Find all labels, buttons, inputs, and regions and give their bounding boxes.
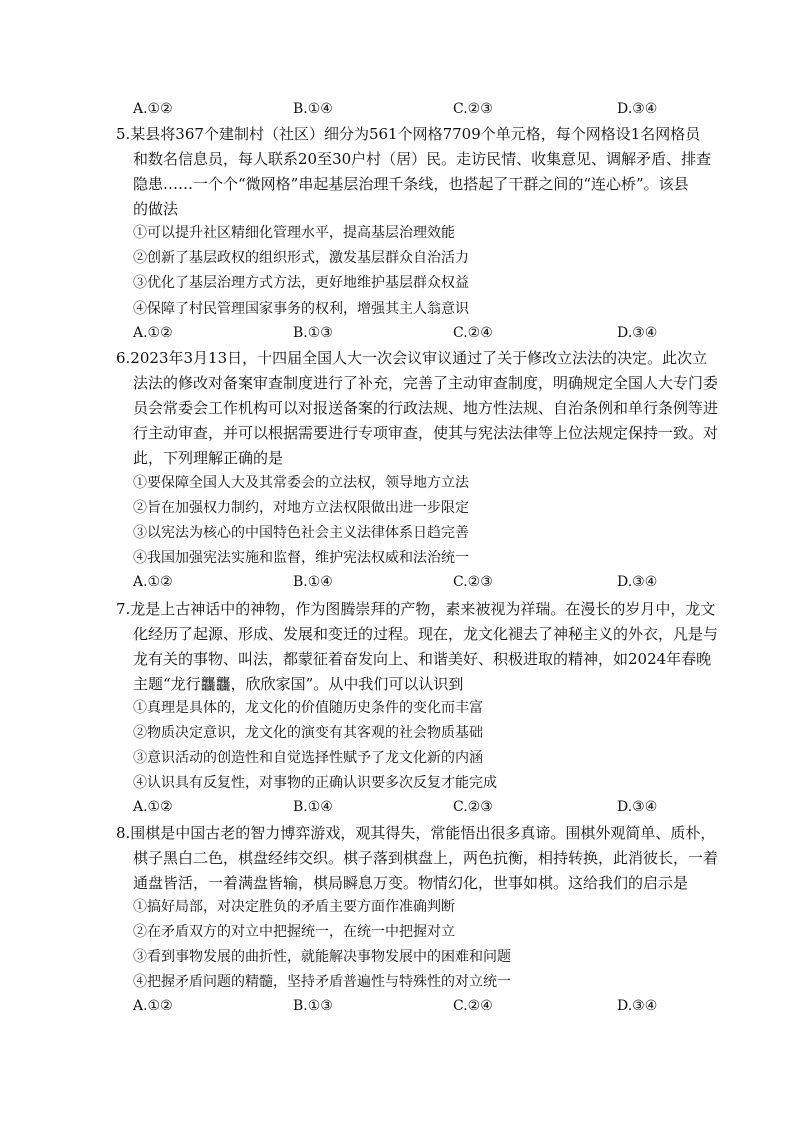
q8-option-c[interactable]: C.②④ bbox=[453, 998, 493, 1014]
q6-stem-line: 员会常委会工作机构可以对报送备案的行政法规、地方性法规、自治条例和单行条例等进 bbox=[133, 399, 719, 417]
q4-option-b[interactable]: B.①④ bbox=[293, 101, 333, 117]
q6-stem-line: 此，下列理解正确的是 bbox=[133, 449, 284, 467]
q7-options bbox=[0, 799, 794, 821]
q8-statement-3: ③看到事物发展的曲折性，就能解决事物发展中的困难和问题 bbox=[133, 949, 511, 965]
q6-options bbox=[0, 574, 794, 596]
q7-statement-1: ①真理是具体的，龙文化的价值随历史条件的变化而丰富 bbox=[133, 700, 483, 716]
q4-options bbox=[0, 101, 794, 123]
q5-statement-4: ④保障了村民管理国家事务的权利，增强其主人翁意识 bbox=[133, 301, 469, 317]
q6-statement-2: ②旨在加强权力制约，对地方立法权限做出进一步限定 bbox=[133, 500, 469, 516]
q8-statement-2: ②在矛盾双方的对立中把握统一，在统一中把握对立 bbox=[133, 924, 455, 940]
q5-option-a[interactable]: A.①② bbox=[133, 325, 173, 341]
q6-option-b[interactable]: B.①④ bbox=[293, 574, 333, 590]
q8-options bbox=[0, 998, 794, 1020]
q6-statement-4: ④我国加强宪法实施和监督，维护宪法权威和法治统一 bbox=[133, 550, 469, 566]
q7-stem bbox=[116, 597, 719, 697]
q8-stem bbox=[116, 821, 719, 896]
q5-statement-1: ①可以提升社区精细化管理水平，提高基层治理效能 bbox=[133, 225, 455, 241]
q7-statement-3: ③意识活动的创造性和自觉选择性赋予了龙文化新的内涵 bbox=[133, 750, 483, 766]
q7-stem-line: 化经历了起源、形成、发展和变迁的过程。现在，龙文化褪去了神秘主义的外衣，凡是与 bbox=[133, 625, 719, 643]
q8-stem-line: 通盘皆活，一着满盘皆输，棋局瞬息万变。物情幻化，世事如棋。这给我们的启示是 bbox=[133, 874, 689, 892]
q6-stem bbox=[116, 346, 719, 471]
q7-statement-2: ②物质决定意识，龙文化的演变有其客观的社会物质基础 bbox=[133, 725, 483, 741]
q5-stem-line: 5.某县将367个建制村（社区）细分为561个网格7709个单元格，每个网格设1名网格员 bbox=[116, 125, 701, 143]
q5-stem-line: 隐患……一个个“微网格”串起基层治理千条线，也搭起了干群之间的“连心桥”。该县 bbox=[133, 175, 689, 193]
q5-option-c[interactable]: C.②④ bbox=[453, 325, 493, 341]
q6-statement-3: ③以宪法为核心的中国特色社会主义法律体系日趋完善 bbox=[133, 525, 469, 541]
q4-option-d[interactable]: D.③④ bbox=[617, 101, 658, 117]
q7-statement-4: ④认识具有反复性，对事物的正确认识要多次反复才能完成 bbox=[133, 775, 497, 791]
q7-stem-line: 龙有关的事物、叫法，都蒙征着奋发向上、和谐美好、积极进取的精神，如2024年春晚 bbox=[133, 650, 712, 668]
q5-stem-line: 的做法 bbox=[133, 200, 179, 218]
q8-statement-4: ④把握矛盾问题的精髓，坚持矛盾普遍性与特殊性的对立统一 bbox=[133, 974, 511, 990]
q4-option-a[interactable]: A.①② bbox=[133, 101, 173, 117]
q8-stem-line: 8.围棋是中国古老的智力博弈游戏，观其得失，常能悟出很多真谛。围棋外观简单、质朴， bbox=[116, 824, 716, 842]
q8-stem-line: 棋子黑白二色，棋盘经纬交织。棋子落到棋盘上，两色抗衡，相持转换，此消彼长，一着 bbox=[133, 849, 719, 867]
q6-option-d[interactable]: D.③④ bbox=[617, 574, 658, 590]
q5-statement-2: ②创新了基层政权的组织形式，激发基层群众自治活力 bbox=[133, 250, 469, 266]
q5-stem-line: 和数名信息员，每人联系20至30户村（居）民。走访民情、收集意见、调解矛盾、排查 bbox=[133, 150, 712, 168]
q5-options bbox=[0, 325, 794, 347]
q7-stem-line: 主题“龙行龘龘，欣欣家国”。从中我们可以认识到 bbox=[133, 675, 464, 693]
q7-stem-line: 7.龙是上古神话中的神物，作为图腾崇拜的产物，素来被视为祥瑞。在漫长的岁月中，龙文 bbox=[116, 600, 716, 618]
q7-option-d[interactable]: D.③④ bbox=[617, 799, 658, 815]
q5-option-b[interactable]: B.①③ bbox=[293, 325, 333, 341]
q7-option-a[interactable]: A.①② bbox=[133, 799, 173, 815]
q8-option-a[interactable]: A.①② bbox=[133, 998, 173, 1014]
q8-option-b[interactable]: B.①③ bbox=[293, 998, 333, 1014]
q7-option-b[interactable]: B.①④ bbox=[293, 799, 333, 815]
q5-stem bbox=[116, 122, 712, 222]
q6-option-c[interactable]: C.②③ bbox=[453, 574, 493, 590]
q8-option-d[interactable]: D.③④ bbox=[617, 998, 658, 1014]
q6-stem-line: 法法的修改对备案审查制度进行了补充，完善了主动审查制度，明确规定全国人大专门委 bbox=[133, 374, 719, 392]
q5-statement-3: ③优化了基层治理方式方法，更好地维护基层群众权益 bbox=[133, 275, 469, 291]
q7-option-c[interactable]: C.②③ bbox=[453, 799, 493, 815]
q6-option-a[interactable]: A.①② bbox=[133, 574, 173, 590]
q6-stem-line: 6.2023年3月13日，十四届全国人大一次会议审议通过了关于修改立法法的决定。此次立 bbox=[116, 349, 708, 367]
q6-statement-1: ①要保障全国人大及其常委会的立法权，领导地方立法 bbox=[133, 475, 469, 491]
q4-option-c[interactable]: C.②③ bbox=[453, 101, 493, 117]
q8-statement-1: ①搞好局部，对决定胜负的矛盾主要方面作准确判断 bbox=[133, 899, 455, 915]
q6-stem-line: 行主动审查，并可以根据需要进行专项审查，使其与宪法法律等上位法规定保持一致。对 bbox=[133, 424, 719, 442]
q5-option-d[interactable]: D.③④ bbox=[617, 325, 658, 341]
